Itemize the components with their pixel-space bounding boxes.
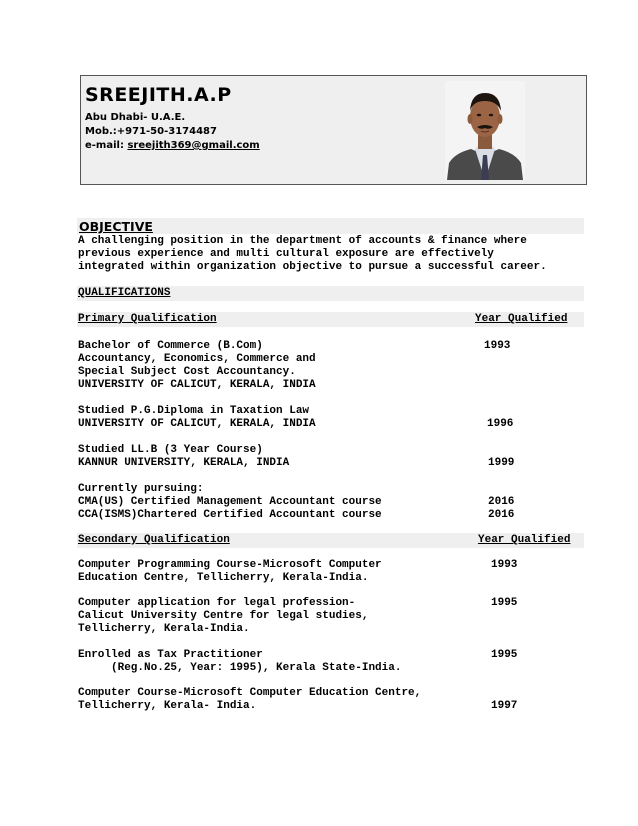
- primary-entry-4-line-3: CCA(ISMS)Chartered Certified Accountant course: [78, 509, 382, 521]
- primary-entry-1-line-4: UNIVERSITY OF CALICUT, KERALA, INDIA: [78, 379, 316, 391]
- email-link[interactable]: sreejith369@gmail.com: [127, 140, 260, 151]
- objective-line-1: A challenging position in the department of accounts & finance where: [78, 235, 527, 247]
- primary-entry-2-year: 1996: [487, 418, 514, 430]
- primary-entry-2-line-1: Studied P.G.Diploma in Taxation Law: [78, 405, 310, 417]
- objective-bar: [77, 218, 584, 234]
- secondary-entry-4-line-2: Tellicherry, Kerala- India.: [78, 700, 257, 712]
- primary-entry-3-line-2: KANNUR UNIVERSITY, KERALA, INDIA: [78, 457, 290, 469]
- secondary-entry-3-line-2: (Reg.No.25, Year: 1995), Kerala State-India.: [78, 662, 402, 674]
- secondary-entry-1-year: 1993: [491, 559, 518, 571]
- primary-entry-2-line-2: UNIVERSITY OF CALICUT, KERALA, INDIA: [78, 418, 316, 430]
- secondary-entry-1-line-1: Computer Programming Course-Microsoft Computer: [78, 559, 382, 571]
- secondary-entry-2-line-1: Computer application for legal profession-: [78, 597, 356, 609]
- primary-entry-4-line-2: CMA(US) Certified Management Accountant course: [78, 496, 382, 508]
- primary-entry-3-year: 1999: [488, 457, 515, 469]
- primary-entry-4-line-1: Currently pursuing:: [78, 483, 204, 495]
- primary-heading: Primary Qualification: [78, 313, 217, 325]
- secondary-entry-3-line-1: Enrolled as Tax Practitioner: [78, 649, 263, 661]
- primary-entry-1-year: 1993: [484, 340, 511, 352]
- primary-entry-1-line-1: Bachelor of Commerce (B.Com): [78, 340, 263, 352]
- secondary-entry-2-year: 1995: [491, 597, 518, 609]
- secondary-entry-3-year: 1995: [491, 649, 518, 661]
- secondary-entry-4-line-1: Computer Course-Microsoft Computer Education Centre,: [78, 687, 422, 699]
- candidate-name: SREEJITH.A.P: [85, 84, 232, 106]
- primary-entry-4-year-1: 2016: [488, 496, 515, 508]
- primary-entry-4-year-2: 2016: [488, 509, 515, 521]
- secondary-heading: Secondary Qualification: [78, 534, 230, 546]
- secondary-entry-2-line-2: Calicut University Centre for legal studies,: [78, 610, 369, 622]
- location: Abu Dhabi- U.A.E.: [85, 112, 186, 123]
- qualifications-heading: QUALIFICATIONS: [78, 287, 171, 299]
- objective-line-3: integrated within organization objective to pursue a successful career.: [78, 261, 547, 273]
- mobile-number: Mob.:+971-50-3174487: [85, 126, 217, 137]
- email-line: [85, 140, 260, 152]
- primary-entry-3-line-1: Studied LL.B (3 Year Course): [78, 444, 263, 456]
- primary-entry-1-line-2: Accountancy, Economics, Commerce and: [78, 353, 316, 365]
- secondary-year-heading: Year Qualified: [478, 534, 571, 546]
- primary-entry-1-line-3: Special Subject Cost Accountancy.: [78, 366, 296, 378]
- profile-photo: [445, 81, 525, 180]
- secondary-entry-2-line-3: Tellicherry, Kerala-India.: [78, 623, 250, 635]
- objective-line-2: previous experience and multi cultural exposure are effectively: [78, 248, 494, 260]
- primary-year-heading: Year Qualified: [475, 313, 568, 325]
- secondary-entry-1-line-2: Education Centre, Tellicherry, Kerala-India.: [78, 572, 369, 584]
- objective-heading: OBJECTIVE: [79, 219, 153, 234]
- header-box: [80, 75, 587, 185]
- secondary-entry-4-year: 1997: [491, 700, 518, 712]
- email-label: e-mail:: [85, 140, 128, 151]
